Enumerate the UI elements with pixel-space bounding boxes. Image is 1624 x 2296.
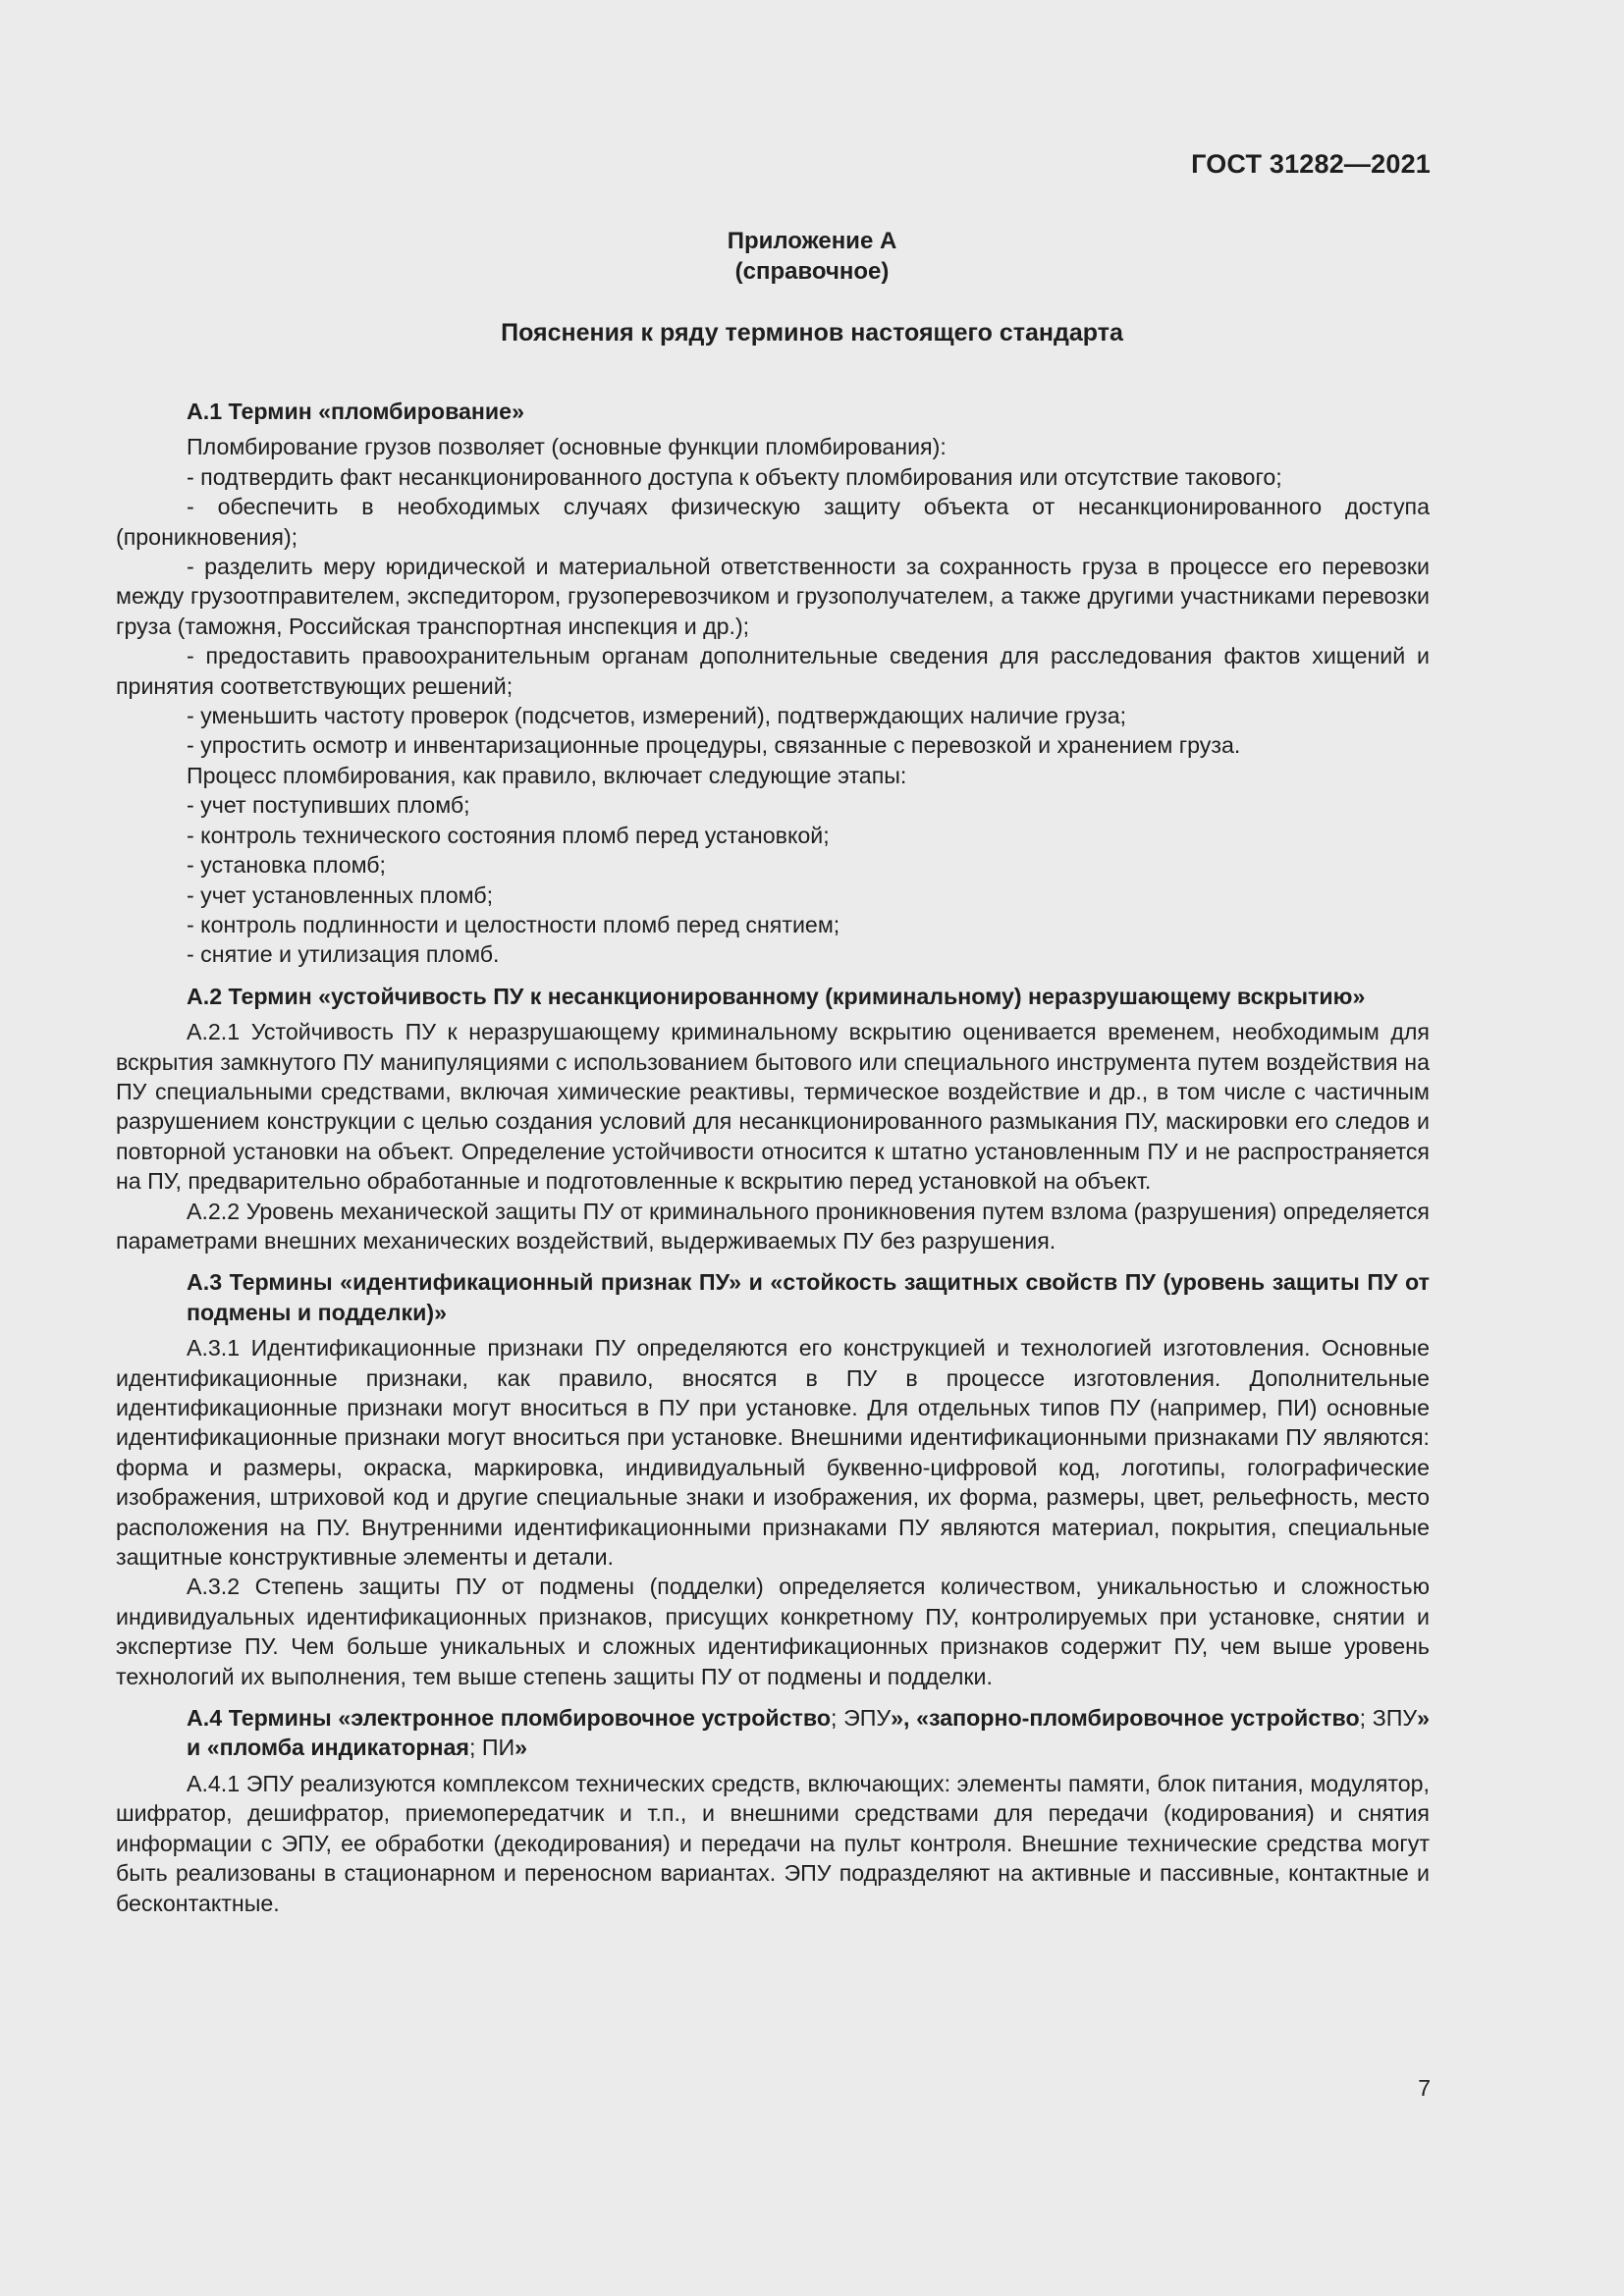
list-item: - контроль подлинности и целостности пломб перед снятием; <box>187 911 840 937</box>
page-number: 7 <box>1418 2075 1431 2101</box>
appendix-heading <box>0 226 1624 287</box>
section-a4-title-part: », «запорно-пломбировочное устройство <box>891 1705 1360 1732</box>
paragraph: А.2.1 Устойчивость ПУ к неразрушающему криминальному вскрытию оценивается временем, необходимым для вскрытия замкнутого ПУ манипуляциями с использованием бытового или специального инструмента путем воздействия на ПУ специальными средствами, включая химические реактивы, термическое воздействие и др., в том числе с частичным разрушением конструкции с целью создания условий для несанкционированного размыкания ПУ, маскировки его следов и повторной установки на объект. Определение устойчивости относится к штатно установленным ПУ и не распространяется на ПУ, предварительно обработанные и подготовленные к вскрытию перед установкой на объект. <box>116 1019 1430 1195</box>
section-a1-title: А.1 Термин «пломбирование» <box>187 399 524 424</box>
section-a3-title: А.3 Термины «идентификационный признак ПУ» и «стойкость защитных свойств ПУ (уровень защиты ПУ от подмены и подделки)» <box>187 1269 1430 1325</box>
standard-code: ГОСТ 31282—2021 <box>1191 149 1431 179</box>
section-a4-title-abbr: ; ЗПУ <box>1359 1705 1418 1732</box>
list-item: - упростить осмотр и инвентаризационные процедуры, связанные с перевозкой и хранением груза. <box>187 732 1241 759</box>
list-item: - обеспечить в необходимых случаях физическую защиту объекта от несанкционированного доступа (проникновения); <box>116 494 1430 550</box>
section-a4-title-abbr: ; ПИ <box>468 1735 515 1761</box>
list-item: - учет поступивших пломб; <box>187 792 470 819</box>
document-body <box>116 397 1430 1918</box>
list-item: - подтвердить факт несанкционированного доступа к объекту пломбирования или отсутствие такового; <box>187 463 1282 490</box>
list-item: - разделить меру юридической и материальной ответственности за сохранность груза в процессе его перевозки между грузоотправителем, экспедитором, грузоперевозчиком и грузополучателем, а также другими участниками перевозки груза (таможня, Российская транспортная инспекция и др.); <box>116 554 1430 639</box>
paragraph: Пломбирование грузов позволяет (основные функции пломбирования): <box>187 434 947 460</box>
appendix-label: Приложение А <box>727 228 897 254</box>
list-item: - контроль технического состояния пломб перед установкой; <box>187 822 830 848</box>
appendix-title: Пояснения к ряду терминов настоящего стандарта <box>501 319 1123 347</box>
list-item: - предоставить правоохранительным органам дополнительные сведения для расследования фактов хищений и принятия соответствующих решений; <box>116 643 1430 699</box>
section-a4-title-part: А.4 Термины «электронное пломбировочное устройство <box>187 1705 832 1732</box>
section-a4-title-part: » <box>514 1735 528 1761</box>
paragraph: Процесс пломбирования, как правило, включает следующие этапы: <box>187 762 907 788</box>
section-a4-title-part: » и «пломба индикаторная <box>187 1705 1431 1761</box>
list-item: - уменьшить частоту проверок (подсчетов, измерений), подтверждающих наличие груза; <box>187 703 1127 729</box>
section-a4-title <box>116 1703 1430 1763</box>
paragraph: А.3.2 Степень защиты ПУ от подмены (подделки) определяется количеством, уникальностью и сложностью индивидуальных идентификационных признаков, присущих конкретному ПУ, контролируемых при установке, снятии и экспертизе ПУ. Чем больше уникальных и сложных идентификационных признаков содержит ПУ, чем выше уровень технологий их выполнения, тем выше степень защиты ПУ от подмены и подделки. <box>116 1574 1430 1689</box>
list-item: - учет установленных пломб; <box>187 881 494 908</box>
section-a2-title: А.2 Термин «устойчивость ПУ к несанкционированному (криминальному) неразрушающему вскрытию» <box>187 983 1366 1009</box>
section-a4-title-abbr: ; ЭПУ <box>831 1705 892 1732</box>
list-item: - снятие и утилизация пломб. <box>187 941 500 968</box>
appendix-type: (справочное) <box>734 258 890 285</box>
paragraph: А.2.2 Уровень механической защиты ПУ от криминального проникновения путем взлома (разрушения) определяется параметрами внешних механических воздействий, выдерживаемых ПУ без разрушения. <box>116 1198 1430 1254</box>
list-item: - установка пломб; <box>187 852 387 879</box>
paragraph: А.3.1 Идентификационные признаки ПУ определяются его конструкцией и технологией изготовления. Основные идентификационные признаки, как правило, вносятся в ПУ в процессе изготовления. Дополнительные идентификационные признаки могут вноситься в ПУ при установке. Для отдельных типов ПУ (например, ПИ) основные идентификационные признаки могут вноситься при установке. Внешними идентификационными признаками ПУ являются: форма и размеры, окраска, маркировка, индивидуальный буквенно-цифровой код, логотипы, голографические изображения, штриховой код и другие специальные знаки и изображения, их форма, размеры, цвет, рельефность, место расположения на ПУ. Внутренними идентификационными признаками ПУ являются материал, покрытия, специальные защитные конструктивные элементы и детали. <box>116 1335 1430 1571</box>
paragraph: А.4.1 ЭПУ реализуются комплексом технических средств, включающих: элементы памяти, блок питания, модулятор, шифратор, дешифратор, приемопередатчик и т.п., и внешними средствами для передачи (кодирования) и снятия информации с ЭПУ, ее обработки (декодирования) и передачи на пульт контроля. Внешние технические средства могут быть реализованы в стационарном и переносном вариантах. ЭПУ подразделяют на активные и пассивные, контактные и бесконтактные. <box>116 1770 1430 1916</box>
